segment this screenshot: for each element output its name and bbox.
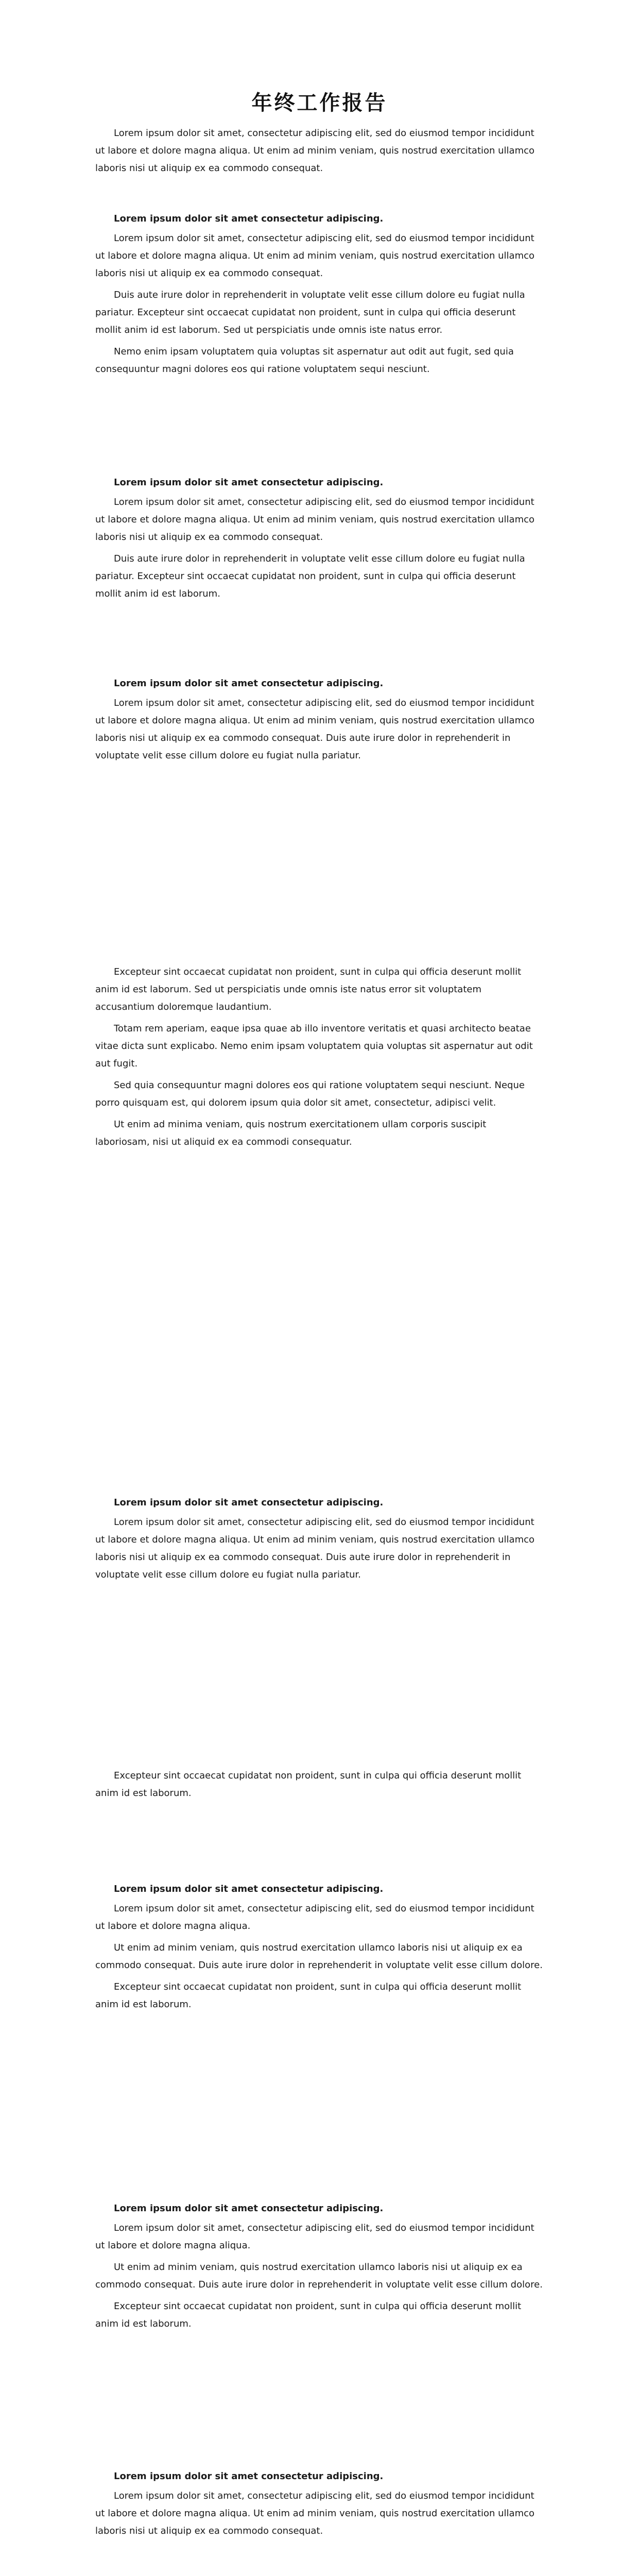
paragraph: Duis aute irure dolor in reprehenderit in voluptate velit esse cillum dolore eu fugiat nulla pariatur. Excepteur sint occaecat cupidatat non proident, sunt in culpa qui officia deserunt mollit anim id est laborum. Sed ut perspiciatis unde omnis iste natus error.: [95, 290, 525, 335]
paragraph: Lorem ipsum dolor sit amet, consectetur adipiscing elit, sed do eiusmod tempor incididunt ut labore et dolore magna aliqua.: [95, 1903, 534, 1931]
paragraph: Sed quia consequuntur magni dolores eos qui ratione voluptatem sequi nesciunt. Neque porro quisquam est, qui dolorem ipsum quia dolor sit amet, consectetur, adipisci velit.: [95, 1080, 525, 1108]
paragraph: Duis aute irure dolor in reprehenderit in voluptate velit esse cillum dolore eu fugiat nulla pariatur. Excepteur sint occaecat cupidatat non proident, sunt in culpa qui officia deserunt mollit anim id est laborum.: [95, 553, 525, 599]
section-5: [95, 1875, 543, 2018]
section-4: [95, 1489, 543, 1588]
section-6-heading: Lorem ipsum dolor sit amet consectetur adipiscing.: [114, 2203, 384, 2214]
paragraph: Nemo enim ipsam voluptatem quia voluptas sit aspernatur aut odit aut fugit, sed quia consequuntur magni dolores eos qui ratione voluptatem sequi nesciunt.: [95, 346, 514, 375]
section-4-heading: Lorem ipsum dolor sit amet consectetur adipiscing.: [114, 1497, 384, 1508]
paragraph: Lorem ipsum dolor sit amet, consectetur adipiscing elit, sed do eiusmod tempor incididunt ut labore et dolore magna aliqua. Ut enim ad minim veniam, quis nostrud exercitation ullamco laboris nisi ut aliquip ex ea commodo consequat.: [95, 233, 535, 279]
section-3-continued: [95, 963, 543, 1155]
paragraph: Excepteur sint occaecat cupidatat non proident, sunt in culpa qui officia deserunt mollit anim id est laborum.: [95, 2301, 522, 2329]
paragraph: Ut enim ad minim veniam, quis nostrud exercitation ullamco laboris nisi ut aliquip ex ea commodo consequat. Duis aute irure dolor in reprehenderit in voluptate velit esse cillum dolore.: [95, 2262, 543, 2290]
section-1: [95, 205, 543, 382]
intro-section: [95, 125, 543, 181]
section-4-continued: [95, 1767, 543, 1806]
section-7: [95, 2463, 543, 2544]
paragraph: Lorem ipsum dolor sit amet, consectetur adipiscing elit, sed do eiusmod tempor incididunt ut labore et dolore magna aliqua.: [95, 2223, 534, 2251]
section-7-heading: Lorem ipsum dolor sit amet consectetur adipiscing.: [114, 2471, 384, 2482]
section-2: [95, 469, 543, 607]
paragraph: Lorem ipsum dolor sit amet, consectetur adipiscing elit, sed do eiusmod tempor incididunt ut labore et dolore magna aliqua. Ut enim ad minim veniam, quis nostrud exercitation ullamco laboris nisi ut aliquip ex ea commodo consequat.: [95, 497, 535, 543]
paragraph: Lorem ipsum dolor sit amet, consectetur adipiscing elit, sed do eiusmod tempor incididunt ut labore et dolore magna aliqua. Ut enim ad minim veniam, quis nostrud exercitation ullamco laboris nisi ut aliquip ex ea commodo consequat.: [95, 2490, 535, 2536]
paragraph: Totam rem aperiam, eaque ipsa quae ab illo inventore veritatis et quasi architecto beatae vitae dicta sunt explicabo. Nemo enim ipsam voluptatem quia voluptas sit aspernatur aut odit aut fugit.: [95, 1023, 533, 1069]
section-1-heading: Lorem ipsum dolor sit amet consectetur adipiscing.: [114, 213, 384, 224]
section-5-heading: Lorem ipsum dolor sit amet consectetur adipiscing.: [114, 1884, 384, 1894]
paragraph: Lorem ipsum dolor sit amet, consectetur adipiscing elit, sed do eiusmod tempor incididunt ut labore et dolore magna aliqua. Ut enim ad minim veniam, quis nostrud exercitation ullamco laboris nisi ut aliquip ex ea commodo consequat. Duis aute irure dolor in reprehenderit in voluptate velit esse cillum dolore eu fugiat nulla pariatur.: [95, 698, 535, 761]
paragraph: Excepteur sint occaecat cupidatat non proident, sunt in culpa qui officia deserunt mollit anim id est laborum. Sed ut perspiciatis unde omnis iste natus error sit voluptatem accusantium doloremque laudantium.: [95, 967, 522, 1012]
paragraph: Ut enim ad minima veniam, quis nostrum exercitationem ullam corporis suscipit laboriosam, nisi ut aliquid ex ea commodi consequatur.: [95, 1119, 487, 1147]
paragraph: Excepteur sint occaecat cupidatat non proident, sunt in culpa qui officia deserunt mollit anim id est laborum.: [95, 1770, 522, 1799]
paragraph: Ut enim ad minim veniam, quis nostrud exercitation ullamco laboris nisi ut aliquip ex ea commodo consequat. Duis aute irure dolor in reprehenderit in voluptate velit esse cillum dolore.: [95, 1942, 543, 1971]
section-3-heading: Lorem ipsum dolor sit amet consectetur adipiscing.: [114, 678, 384, 689]
paragraph: Lorem ipsum dolor sit amet, consectetur adipiscing elit, sed do eiusmod tempor incididunt ut labore et dolore magna aliqua. Ut enim ad minim veniam, quis nostrud exercitation ullamco laboris nisi ut aliquip ex ea commodo consequat. Duis aute irure dolor in reprehenderit in voluptate velit esse cillum dolore eu fugiat nulla pariatur.: [95, 1517, 535, 1580]
intro-paragraph: Lorem ipsum dolor sit amet, consectetur adipiscing elit, sed do eiusmod tempor incididunt ut labore et dolore magna aliqua. Ut enim ad minim veniam, quis nostrud exercitation ullamco laboris nisi ut aliquip ex ea commodo consequat.: [95, 128, 535, 174]
section-3: [95, 670, 543, 769]
paragraph: Excepteur sint occaecat cupidatat non proident, sunt in culpa qui officia deserunt mollit anim id est laborum.: [95, 1981, 522, 2010]
section-6: [95, 2195, 543, 2337]
document-title: 年终工作报告: [251, 91, 388, 115]
section-2-heading: Lorem ipsum dolor sit amet consectetur adipiscing.: [114, 477, 384, 488]
